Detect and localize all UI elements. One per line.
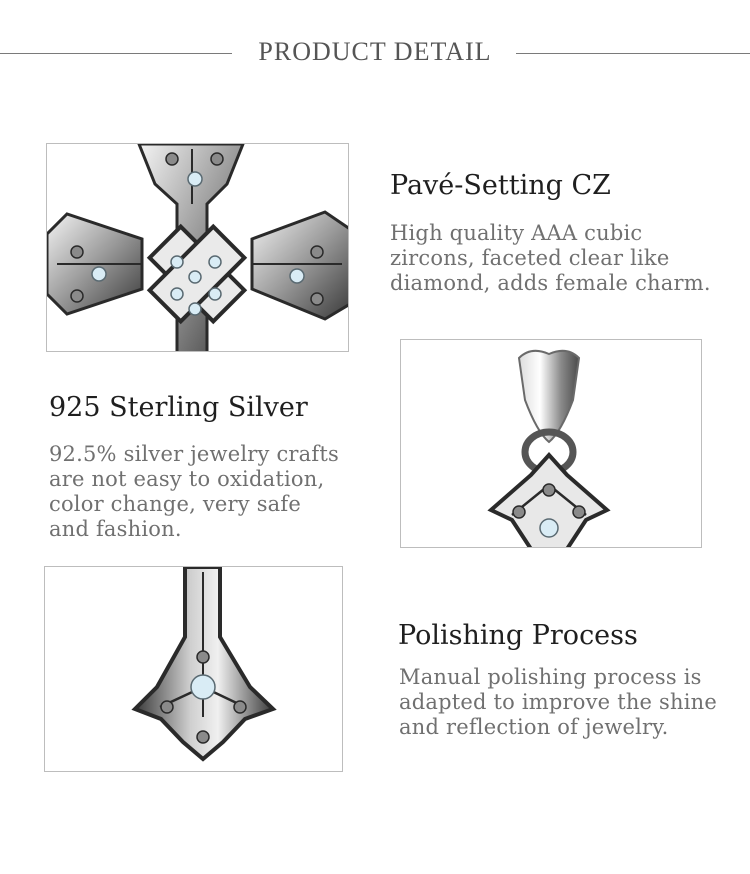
feature-desc-pave-setting: High quality AAA cubic zircons, faceted clear like diamond, adds female charm. (390, 221, 711, 295)
feature-desc-sterling-silver: 92.5% silver jewelry crafts are not easy to oxidation, color change, very safe and fashion. (49, 442, 339, 541)
header-divider-left (0, 53, 232, 54)
page-title: PRODUCT DETAIL (258, 37, 492, 66)
pendant-bail-closeup-image (400, 339, 702, 548)
feature-title-sterling-silver: 925 Sterling Silver (49, 392, 308, 423)
header-divider-right (516, 53, 750, 54)
feature-desc-polishing-process: Manual polishing process is adapted to improve the shine and reflection of jewelry. (399, 665, 718, 739)
feature-title-polishing-process: Polishing Process (398, 620, 638, 651)
feature-title-pave-setting: Pavé-Setting CZ (390, 170, 611, 201)
cross-bottom-closeup-image (44, 566, 343, 772)
cross-center-closeup-image (46, 143, 349, 352)
